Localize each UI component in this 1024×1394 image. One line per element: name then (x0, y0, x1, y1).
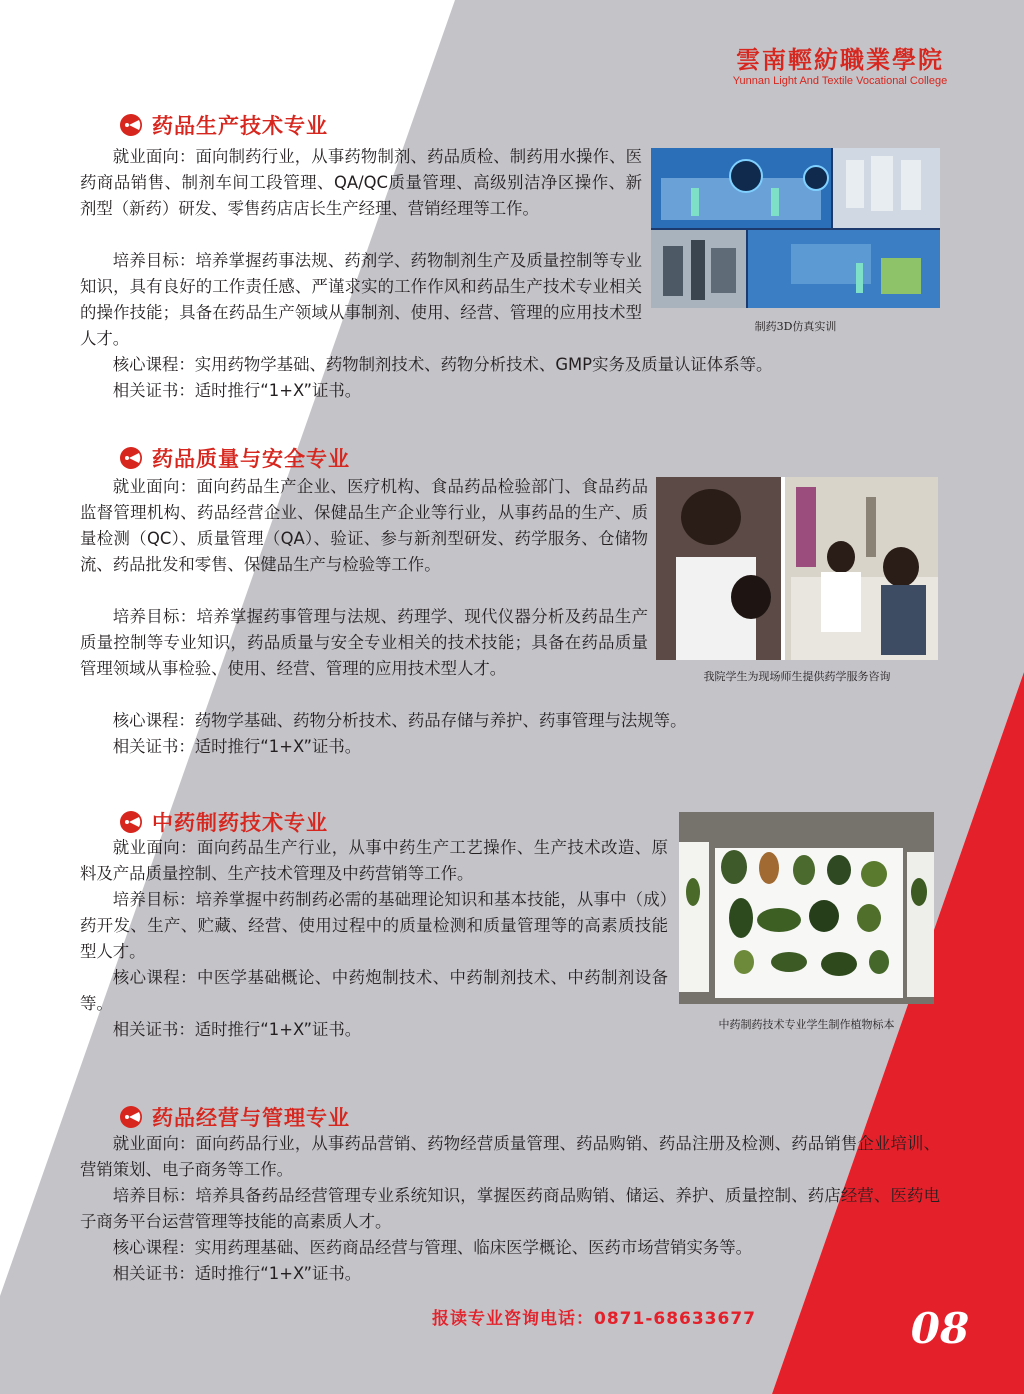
college-logo (730, 46, 950, 88)
paragraph-courses: 核心课程：实用药物学基础、药物制剂技术、药物分析技术、GMP实务及质量认证体系等。 (112, 355, 773, 374)
paragraph-employment: 就业面向：面向药品行业，从事药品营销、药物经营质量管理、药品购销、药品注册及检测、药品销售企业培训、营销策划、电子商务等工作。 (80, 1134, 940, 1179)
section-title-text: 中药制药技术专业 (152, 811, 328, 835)
photo-caption: 我院学生为现场师生提供药学服务咨询 (703, 670, 891, 683)
photo-plant-specimens (679, 812, 934, 1004)
paragraph-employment: 就业面向：面向药品生产行业，从事中药生产工艺操作、生产技术改造、原料及产品质量控制、生产技术管理及中药营销等工作。 (80, 838, 668, 883)
bullet-icon (120, 114, 142, 136)
paragraph-certificate: 相关证书：适时推行“1+X”证书。 (112, 737, 362, 756)
section-title-quality-safety (120, 443, 350, 473)
bullet-icon (120, 1106, 142, 1128)
paragraph-employment: 就业面向：面向制药行业，从事药物制剂、药品质检、制药用水操作、医药商品销售、制剂车间工段管理、QA/QC质量管理、高级别洁净区操作、新剂型（新药）研发、零售药店店长生产经理、营销经理等工作。 (80, 147, 642, 218)
section-title-pharma-production (120, 110, 328, 140)
section-title-text: 药品质量与安全专业 (152, 447, 350, 471)
consult-hotline: 报读专业咨询电话：0871-68633677 (432, 1309, 756, 1329)
paragraph-courses: 核心课程：中医学基础概论、中药炮制技术、中药制剂技术、中药制剂设备等。 (80, 968, 668, 1013)
paragraph-goal: 培养目标：培养掌握药事法规、药剂学、药物制剂生产及质量控制等专业知识，具有良好的工作责任感、严谨求实的工作作风和药品生产技术专业相关的操作技能；具备在药品生产领域从事制剂、使用、经营、管理的应用技术型人才。 (80, 251, 642, 348)
paragraph-certificate: 相关证书：适时推行“1+X”证书。 (112, 1264, 362, 1283)
paragraph-goal: 培养目标：培养掌握药事管理与法规、药理学、现代仪器分析及药品生产质量控制等专业知识，药品质量与安全专业相关的技术技能；具备在药品质量管理领域从事检验、使用、经营、管理的应用技术型人才。 (80, 607, 648, 678)
paragraph-certificate: 相关证书：适时推行“1+X”证书。 (112, 1020, 362, 1039)
bullet-icon (120, 447, 142, 469)
photo-caption: 制药3D仿真实训 (754, 320, 837, 333)
photo-3d-simulation (651, 148, 940, 308)
section-title-pharma-business (120, 1102, 350, 1132)
section-title-text: 药品经营与管理专业 (152, 1106, 350, 1130)
college-name-cn: 雲南輕紡職業學院 (736, 45, 944, 74)
paragraph-goal: 培养目标：培养具备药品经营管理专业系统知识，掌握医药商品购销、储运、养护、质量控制、药店经营、医药电子商务平台运营管理等技能的高素质人才。 (80, 1186, 940, 1231)
bullet-icon (120, 811, 142, 833)
paragraph-courses: 核心课程：实用药理基础、医药商品经营与管理、临床医学概论、医药市场营销实务等。 (112, 1238, 753, 1257)
paragraph-employment: 就业面向：面向药品生产企业、医疗机构、食品药品检验部门、食品药品监督管理机构、药品经营企业、保健品生产企业等行业，从事药品的生产、质量检测（QC）、质量管理（QA）、验证、参与新剂型研发、药学服务、仓储物流、药品批发和零售、保健品生产与检验等工作。 (80, 477, 648, 574)
section-title-text: 药品生产技术专业 (152, 114, 328, 138)
page-number: 08 (910, 1304, 970, 1353)
college-name-en: Yunnan Light And Textile Vocational College (732, 75, 948, 87)
paragraph-certificate: 相关证书：适时推行“1+X”证书。 (112, 381, 362, 400)
photo-pharmacy-consulting (656, 477, 938, 660)
paragraph-goal: 培养目标：培养掌握中药制药必需的基础理论知识和基本技能，从事中（成）药开发、生产、贮藏、经营、使用过程中的质量检测和质量管理等的高素质技能型人才。 (80, 890, 668, 961)
photo-caption: 中药制药技术专业学生制作植物标本 (718, 1018, 895, 1031)
section-title-tcm-pharma (120, 807, 328, 837)
paragraph-courses: 核心课程：药物学基础、药物分析技术、药品存储与养护、药事管理与法规等。 (112, 711, 687, 730)
